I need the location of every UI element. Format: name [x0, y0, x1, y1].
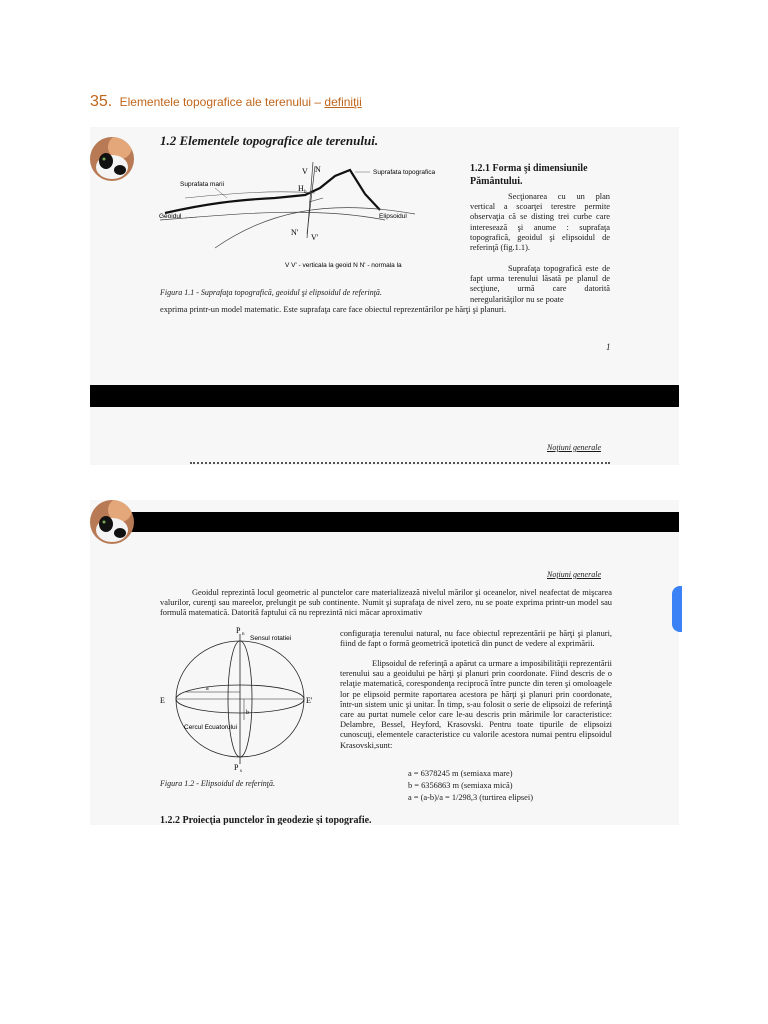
formula-semi-minor: b = 6356863 m (semiaxa mică)	[408, 781, 513, 790]
subsection-title-1-2-1: 1.2.1 Forma şi dimensiunile Pământului.	[470, 163, 588, 187]
cut-off-text-line	[190, 462, 610, 467]
formula-flattening: a = (a-b)/a = 1/298,3 (turtirea elipsei)	[408, 793, 534, 802]
label-a: a	[206, 686, 209, 692]
label-v-prime: V'	[311, 233, 319, 242]
page-number: 1	[606, 342, 611, 352]
label-ps: P	[234, 763, 239, 772]
heading-number: 35.	[90, 93, 113, 110]
label-v: V	[302, 167, 308, 176]
label-pn: P	[236, 626, 241, 635]
heading-link[interactable]: definiţii	[324, 95, 362, 109]
ellipsoid-diagram	[158, 624, 328, 774]
page-top-bar	[130, 512, 679, 532]
normal-nn-line	[307, 166, 315, 234]
section-title-1-2: 1.2 Elementele topografice ale terenului.	[160, 133, 379, 148]
paragraph-topographic-surface: Suprafaţa topografică este de fapt urma terenului lăsată pe planul de secţiune, urmă care datorită neregularităţilor nu se poate	[470, 264, 610, 304]
formula-semi-major: a = 6378245 m (semiaxa mare)	[408, 769, 513, 778]
figure-1-1-caption: Figura 1.1 - Suprafaţa topografică, geoidul şi elipsoidul de referinţă.	[160, 288, 382, 297]
document-page-strip	[90, 407, 679, 465]
heading-text: Elementele topografice ale terenului –	[119, 95, 322, 109]
label-pn-sub: n	[242, 632, 245, 637]
label-n-prime: N'	[291, 228, 299, 237]
label-geoid: Geoidul	[159, 213, 182, 220]
paragraph-intro: Secţionarea cu un plan vertical a scoarţei terestre permite observaţia că se disting trei curbe care interesează şi anume : suprafaţa topografică, geoidul şi elipsoidul de referinţă (fig.1.1).	[470, 192, 610, 253]
label-sea-surface: Suprafata marii	[180, 181, 225, 188]
topography-diagram	[155, 158, 455, 270]
paragraph-continued: exprima printr-un model matematic. Este suprafaţa care face obiectul reprezentărilor pe hărţi şi planuri.	[160, 305, 507, 314]
label-hb-sub: b	[304, 190, 307, 195]
paragraph-geoid: Geoidul reprezintă locul geometric al punctelor care materializează nivelul mărilor şi oceanelor, nivel neafectat de mişcarea valurilor, curenţi sau mareelor, prelungit pe sub continente. Numit şi suprafaţa de nivel zero, nu se poate exprima printr-un model sau formulă matematică. Datorită faptului că nu reprezintă nici măcar aproximativ	[160, 588, 612, 618]
page-separator-bar	[90, 385, 679, 407]
running-header: Noţiuni generale	[547, 570, 601, 579]
label-ellipsoid: Elipsoidul	[379, 213, 407, 220]
page-heading	[90, 93, 362, 111]
paragraph-geoid-continued: configuraţia terenului natural, nu face obiectul reprezentării pe hărţi şi planuri, fiind de fapt o formă geometrică ipotetică din punct de vedere al exprimării.	[340, 629, 612, 649]
avatar[interactable]	[90, 137, 134, 181]
label-rotation-direction: Sensul rotatiei	[250, 635, 292, 642]
topographic-surface-line	[165, 170, 380, 213]
label-equator: Cercul Ecuatorului	[184, 724, 238, 731]
paragraph-ellipsoid: Elipsoidul de referinţă a apărut ca urmare a imposibilităţii reprezentării terenului sau a geoidului pe hărţi şi planuri prin coordonate. Fiind descris de o relaţie matematică, corespondenţa reciprocă între puncte din teren şi omoloagele lor pe elipsoid permite raportarea acestora pe hărţi şi planuri prin coordonate, într-un sistem unic şi unitar. În timp, s-au folosit o serie de elipsoizi de referinţă care au purtat numele celor care le-au descris prin mărimile lor caracteristice: Delambre, Bessel, Heyford, Krasovski. Pentru toate tipurile de elipsoizi cunoscuţi, elementele caracteristice cu valorile acestora numai pentru elipsoidul Krasovski,sunt:	[340, 659, 612, 750]
next-section-title: 1.2.2 Proiecţia punctelor în geodezie şi topografie.	[160, 815, 372, 825]
label-e-prime: E'	[306, 696, 313, 705]
figure-1-2-caption: Figura 1.2 - Elipsoidul de referinţă.	[160, 779, 276, 788]
label-n: N	[315, 165, 321, 174]
avatar-2[interactable]	[90, 500, 134, 544]
diagram-legend: V V' - verticala la geoid N N' - normala la	[285, 262, 402, 269]
label-topographic-surface: Suprafata topografica	[373, 169, 436, 176]
side-scroll-tab[interactable]	[672, 586, 682, 632]
label-ps-sub: s	[240, 769, 242, 774]
label-b: b	[246, 710, 249, 716]
running-header-strip: Noţiuni generale	[547, 443, 601, 452]
label-e: E	[160, 696, 165, 705]
label-hb: H	[298, 184, 304, 193]
